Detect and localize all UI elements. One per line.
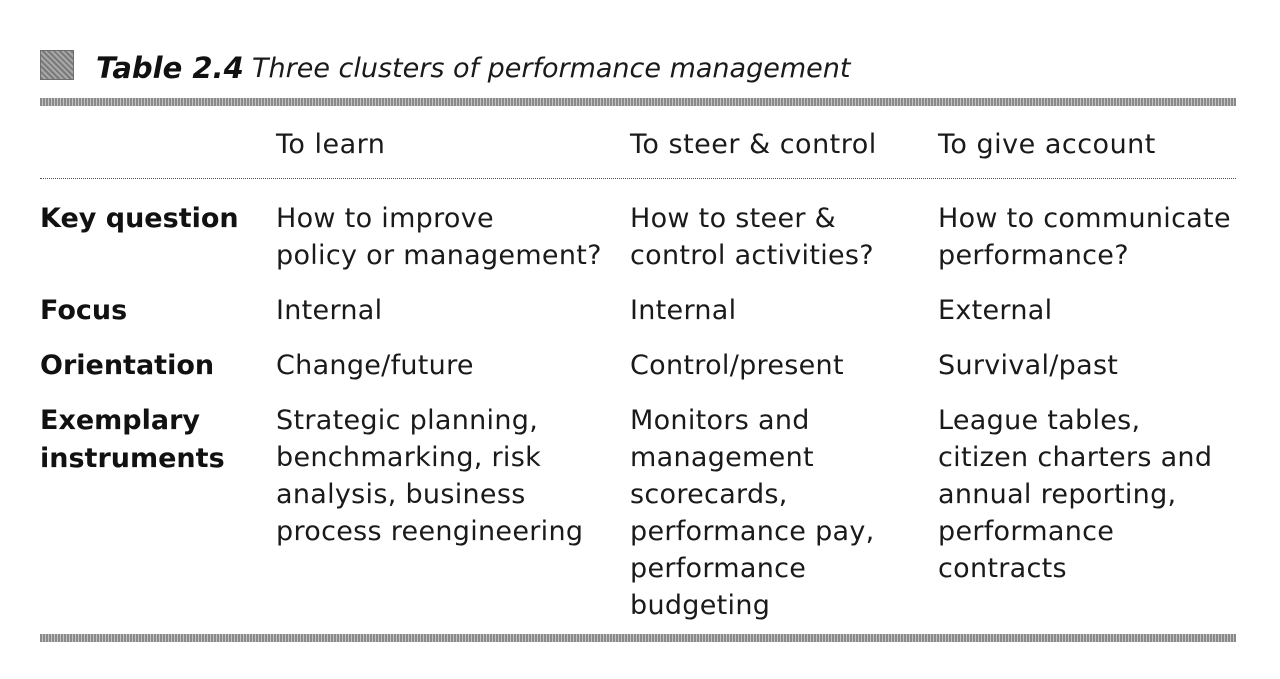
cell-orientation-account: Survival/past <box>938 350 1119 381</box>
header-rule <box>40 178 1236 180</box>
column-header-learn: To learn <box>276 129 386 160</box>
row-label-key-question: Key question <box>40 203 239 234</box>
cell-key-question-learn: How to improve policy or management? <box>276 203 602 271</box>
row-label-orientation: Orientation <box>40 350 215 381</box>
cell-focus-steer: Internal <box>630 295 737 326</box>
table-title: Three clusters of performance management <box>252 53 851 84</box>
column-header-account: To give account <box>938 129 1156 160</box>
cell-instruments-steer: Monitors and management scorecards, performance pay, performance budgeting <box>630 405 875 621</box>
cell-key-question-steer: How to steer & control activities? <box>630 203 874 271</box>
cell-instruments-learn: Strategic planning, benchmarking, risk analysis, business process reengineering <box>276 405 584 547</box>
table-number: Table 2.4 <box>96 51 244 85</box>
row-label-focus: Focus <box>40 295 128 326</box>
cell-orientation-steer: Control/present <box>630 350 844 381</box>
column-header-steer: To steer & control <box>630 129 877 160</box>
cell-orientation-learn: Change/future <box>276 350 474 381</box>
row-label-exemplary-instruments: Exemplary instruments <box>40 405 225 474</box>
top-rule <box>40 98 1236 106</box>
cell-instruments-account: League tables, citizen charters and annual reporting, performance contracts <box>938 405 1213 584</box>
cell-focus-learn: Internal <box>276 295 383 326</box>
cell-focus-account: External <box>938 295 1053 326</box>
table-marker-icon <box>40 50 74 80</box>
cell-key-question-account: How to communicate performance? <box>938 203 1231 271</box>
bottom-rule <box>40 634 1236 642</box>
